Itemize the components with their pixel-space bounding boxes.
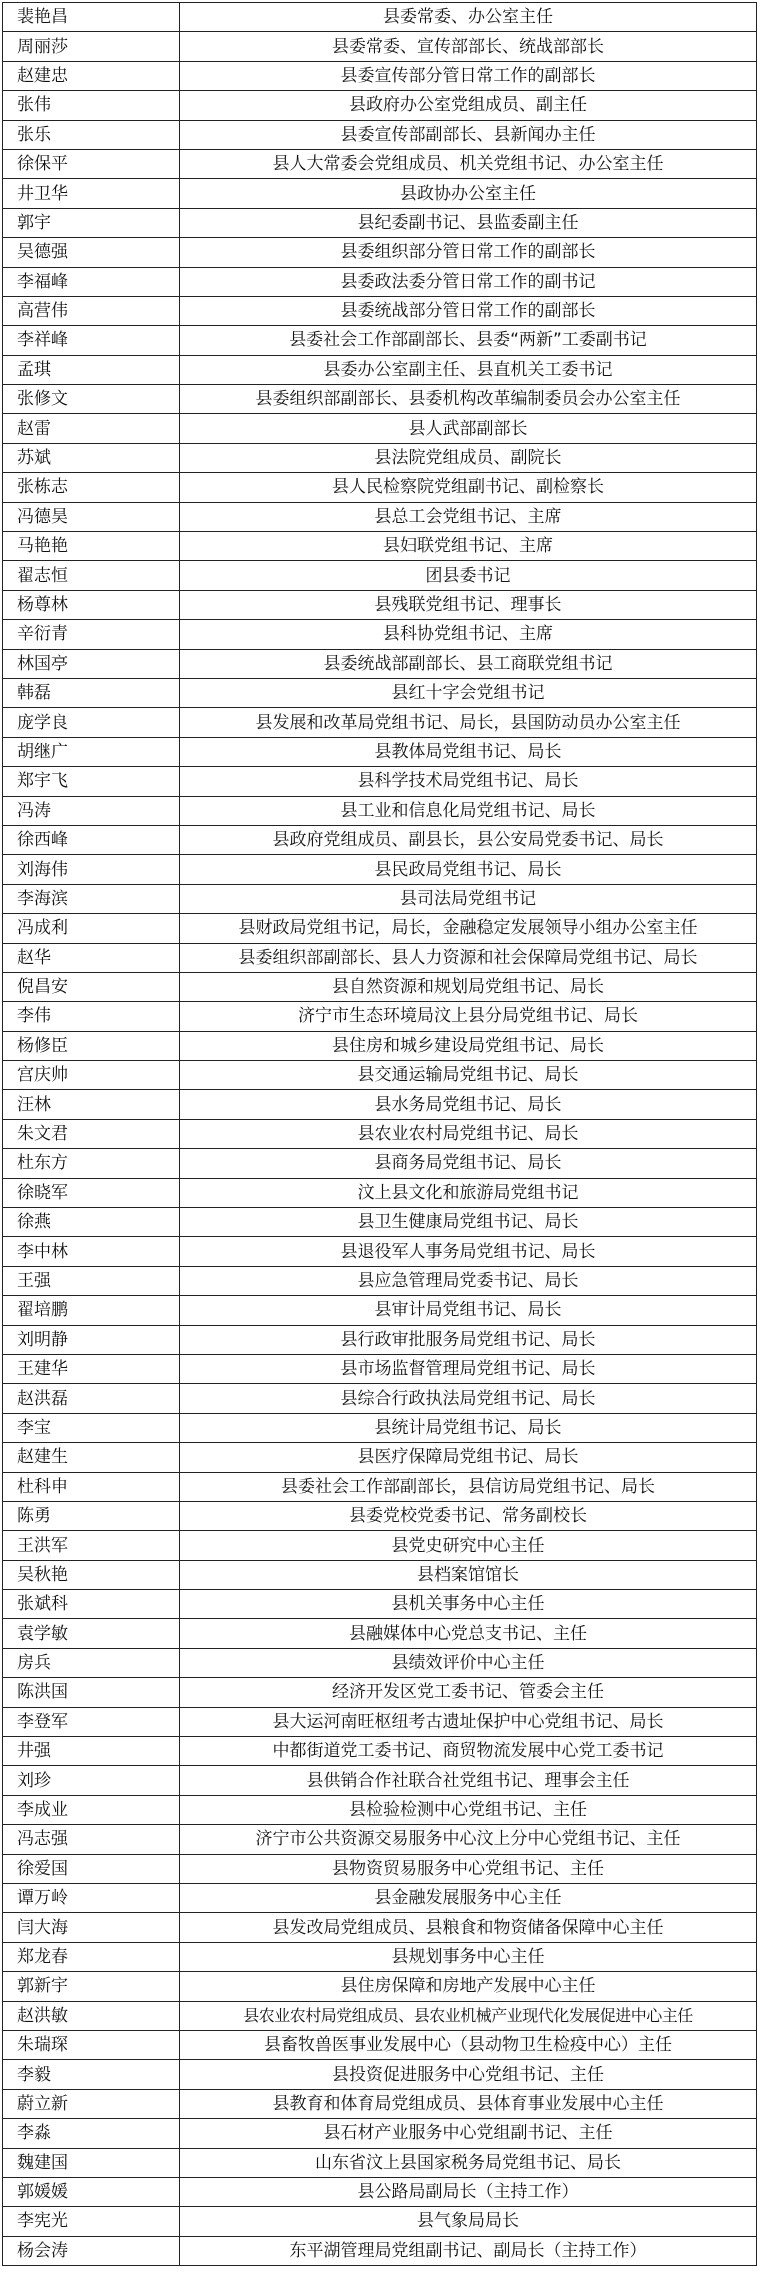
position-cell: 县总工会党组书记、主席 [180, 502, 757, 531]
name-cell: 马艳艳 [3, 532, 180, 561]
position-cell: 县档案馆馆长 [180, 1560, 757, 1589]
table-row [3, 943, 757, 972]
table-row [3, 1972, 757, 2001]
table-row [3, 796, 757, 825]
name-cell: 陈勇 [3, 1501, 180, 1530]
table-row [3, 1296, 757, 1325]
name-cell: 朱文君 [3, 1119, 180, 1148]
name-cell: 王洪军 [3, 1531, 180, 1560]
name-cell: 郑龙春 [3, 1942, 180, 1971]
position-cell: 县投资促进服务中心党组书记、主任 [180, 2060, 757, 2089]
name-cell: 翟志恒 [3, 561, 180, 590]
name-cell: 徐爱国 [3, 1854, 180, 1883]
name-cell: 杨尊林 [3, 590, 180, 619]
position-cell: 县供销合作社联合社党组书记、理事会主任 [180, 1766, 757, 1795]
position-cell: 济宁市公共资源交易服务中心汶上分中心党组书记、主任 [180, 1825, 757, 1854]
table-row [3, 2119, 757, 2148]
name-cell: 孟琪 [3, 355, 180, 384]
table-row [3, 2236, 757, 2265]
name-cell: 赵建忠 [3, 61, 180, 90]
table-row [3, 179, 757, 208]
name-cell: 韩磊 [3, 678, 180, 707]
position-cell: 县法院党组成员、副院长 [180, 443, 757, 472]
position-cell: 县司法局党组书记 [180, 884, 757, 913]
name-cell: 刘明静 [3, 1325, 180, 1354]
position-cell: 县退役军人事务局党组书记、局长 [180, 1237, 757, 1266]
name-cell: 李祥峰 [3, 326, 180, 355]
name-cell: 杜东方 [3, 1149, 180, 1178]
table-row [3, 678, 757, 707]
name-cell: 李成业 [3, 1795, 180, 1824]
name-cell: 杜科申 [3, 1472, 180, 1501]
table-row [3, 1149, 757, 1178]
name-cell: 房兵 [3, 1648, 180, 1677]
name-cell: 冯德昊 [3, 502, 180, 531]
position-cell: 县农业农村局党组成员、县农业机械产业现代化发展促进中心主任 [180, 2001, 757, 2030]
name-cell: 李海滨 [3, 884, 180, 913]
table-row [3, 1884, 757, 1913]
position-cell: 县机关事务中心主任 [180, 1590, 757, 1619]
table-row [3, 3, 757, 32]
table-row [3, 267, 757, 296]
name-cell: 翟培鹏 [3, 1296, 180, 1325]
position-cell: 县委政法委分管日常工作的副书记 [180, 267, 757, 296]
name-cell: 高营伟 [3, 296, 180, 325]
name-cell: 刘海伟 [3, 855, 180, 884]
position-cell: 县委组织部副部长、县人力资源和社会保障局党组书记、局长 [180, 943, 757, 972]
table-row [3, 1325, 757, 1354]
table-row [3, 414, 757, 443]
table-row [3, 91, 757, 120]
position-cell: 中都街道党工委书记、商贸物流发展中心党工委书记 [180, 1737, 757, 1766]
table-row [3, 296, 757, 325]
position-cell: 县委统战部副部长、县工商联党组书记 [180, 649, 757, 678]
table-row [3, 1501, 757, 1530]
name-cell: 谭万岭 [3, 1884, 180, 1913]
position-cell: 县妇联党组书记、主席 [180, 532, 757, 561]
table-row [3, 1590, 757, 1619]
name-cell: 袁学敏 [3, 1619, 180, 1648]
name-cell: 张乐 [3, 120, 180, 149]
position-cell: 山东省汶上县国家税务局党组书记、局长 [180, 2148, 757, 2177]
table-row [3, 1854, 757, 1883]
table-row [3, 1178, 757, 1207]
position-cell: 县委组织部副部长、县委机构改革编制委员会办公室主任 [180, 385, 757, 414]
name-cell: 徐燕 [3, 1208, 180, 1237]
name-cell: 张伟 [3, 91, 180, 120]
position-cell: 县物资贸易服务中心党组书记、主任 [180, 1854, 757, 1883]
name-cell: 张斌科 [3, 1590, 180, 1619]
table-row [3, 1090, 757, 1119]
position-cell: 县大运河南旺枢纽考古遗址保护中心党组书记、局长 [180, 1707, 757, 1736]
table-row [3, 649, 757, 678]
position-cell: 县党史研究中心主任 [180, 1531, 757, 1560]
position-cell: 县融媒体中心党总支书记、主任 [180, 1619, 757, 1648]
name-cell: 冯志强 [3, 1825, 180, 1854]
position-cell: 县综合行政执法局党组书记、局长 [180, 1384, 757, 1413]
position-cell: 县审计局党组书记、局长 [180, 1296, 757, 1325]
table-row [3, 2148, 757, 2177]
table-row [3, 825, 757, 854]
position-cell: 县委统战部分管日常工作的副部长 [180, 296, 757, 325]
table-row [3, 1560, 757, 1589]
name-cell: 杨修臣 [3, 1031, 180, 1060]
position-cell: 县绩效评价中心主任 [180, 1648, 757, 1677]
table-row [3, 355, 757, 384]
name-cell: 赵建生 [3, 1443, 180, 1472]
table-row [3, 914, 757, 943]
position-cell: 县科学技术局党组书记、局长 [180, 767, 757, 796]
name-cell: 徐晓军 [3, 1178, 180, 1207]
table-row [3, 532, 757, 561]
table-row [3, 708, 757, 737]
name-cell: 庞学良 [3, 708, 180, 737]
name-cell: 李宪光 [3, 2207, 180, 2236]
table-row [3, 238, 757, 267]
position-cell: 县红十字会党组书记 [180, 678, 757, 707]
name-cell: 魏建国 [3, 2148, 180, 2177]
name-cell: 冯成利 [3, 914, 180, 943]
name-cell: 李宝 [3, 1413, 180, 1442]
table-row [3, 326, 757, 355]
position-cell: 县委常委、办公室主任 [180, 3, 757, 32]
table-row [3, 1825, 757, 1854]
position-cell: 团县委书记 [180, 561, 757, 590]
position-cell: 县金融发展服务中心主任 [180, 1884, 757, 1913]
name-cell: 郭媛媛 [3, 2177, 180, 2206]
position-cell: 县住房保障和房地产发展中心主任 [180, 1972, 757, 2001]
table-row [3, 502, 757, 531]
position-cell: 县农业农村局党组书记、局长 [180, 1119, 757, 1148]
position-cell: 东平湖管理局党组副书记、副局长（主持工作） [180, 2236, 757, 2265]
position-cell: 县人武部副部长 [180, 414, 757, 443]
table-row [3, 2177, 757, 2206]
name-cell: 裴艳昌 [3, 3, 180, 32]
table-row [3, 2001, 757, 2030]
table-row [3, 1678, 757, 1707]
name-cell: 苏斌 [3, 443, 180, 472]
name-cell: 杨会涛 [3, 2236, 180, 2265]
table-row [3, 1413, 757, 1442]
name-cell: 张修文 [3, 385, 180, 414]
name-cell: 冯涛 [3, 796, 180, 825]
table-row [3, 1354, 757, 1383]
table-row [3, 2030, 757, 2059]
table-row [3, 120, 757, 149]
position-cell: 县应急管理局党委书记、局长 [180, 1266, 757, 1295]
name-cell: 郭宇 [3, 208, 180, 237]
position-cell: 县发展和改革局党组书记、局长，县国防动员办公室主任 [180, 708, 757, 737]
table-body [3, 3, 757, 2266]
name-cell: 赵华 [3, 943, 180, 972]
table-row [3, 1119, 757, 1148]
table-row [3, 61, 757, 90]
position-cell: 县政协办公室主任 [180, 179, 757, 208]
name-cell: 倪昌安 [3, 972, 180, 1001]
table-row [3, 1237, 757, 1266]
position-cell: 县委社会工作部副部长、县委“两新”工委副书记 [180, 326, 757, 355]
table-row [3, 1737, 757, 1766]
position-cell: 县公路局副局长（主持工作） [180, 2177, 757, 2206]
table-row [3, 590, 757, 619]
table-row [3, 2060, 757, 2089]
name-cell: 王强 [3, 1266, 180, 1295]
position-cell: 县畜牧兽医事业发展中心（县动物卫生检疫中心）主任 [180, 2030, 757, 2059]
name-cell: 赵雷 [3, 414, 180, 443]
position-cell: 县规划事务中心主任 [180, 1942, 757, 1971]
position-cell: 县水务局党组书记、局长 [180, 1090, 757, 1119]
name-cell: 李登军 [3, 1707, 180, 1736]
name-cell: 吴秋艳 [3, 1560, 180, 1589]
position-cell: 县委组织部分管日常工作的副部长 [180, 238, 757, 267]
table-row [3, 1619, 757, 1648]
table-row [3, 767, 757, 796]
position-cell: 县委常委、宣传部部长、统战部部长 [180, 32, 757, 61]
position-cell: 县残联党组书记、理事长 [180, 590, 757, 619]
name-cell: 李毅 [3, 2060, 180, 2089]
table-row [3, 1208, 757, 1237]
name-cell: 李福峰 [3, 267, 180, 296]
position-cell: 县人民检察院党组副书记、副检察长 [180, 473, 757, 502]
name-cell: 刘珍 [3, 1766, 180, 1795]
table-row [3, 208, 757, 237]
position-cell: 县委宣传部副部长、县新闻办主任 [180, 120, 757, 149]
table-row [3, 884, 757, 913]
name-cell: 王建华 [3, 1354, 180, 1383]
name-cell: 李淼 [3, 2119, 180, 2148]
name-cell: 朱瑞琛 [3, 2030, 180, 2059]
position-cell: 县石材产业服务中心党组副书记、主任 [180, 2119, 757, 2148]
table-row [3, 1031, 757, 1060]
table-row [3, 972, 757, 1001]
position-cell: 县政府办公室党组成员、副主任 [180, 91, 757, 120]
position-cell: 县商务局党组书记、局长 [180, 1149, 757, 1178]
position-cell: 县行政审批服务局党组书记、局长 [180, 1325, 757, 1354]
name-cell: 宫庆帅 [3, 1061, 180, 1090]
table-row [3, 855, 757, 884]
table-row [3, 1384, 757, 1413]
table-row [3, 1766, 757, 1795]
name-cell: 郭新宇 [3, 1972, 180, 2001]
table-row [3, 2207, 757, 2236]
position-cell: 县民政局党组书记、局长 [180, 855, 757, 884]
table-row [3, 1707, 757, 1736]
position-cell: 县政府党组成员、副县长，县公安局党委书记、局长 [180, 825, 757, 854]
table-row [3, 2089, 757, 2118]
table-row [3, 149, 757, 178]
position-cell: 县委办公室副主任、县直机关工委书记 [180, 355, 757, 384]
table-row [3, 620, 757, 649]
name-cell: 李中林 [3, 1237, 180, 1266]
table-row [3, 473, 757, 502]
table-row [3, 1061, 757, 1090]
name-cell: 周丽莎 [3, 32, 180, 61]
position-cell: 县教育和体育局党组成员、县体育事业发展中心主任 [180, 2089, 757, 2118]
position-cell: 县交通运输局党组书记、局长 [180, 1061, 757, 1090]
position-cell: 县住房和城乡建设局党组书记、局长 [180, 1031, 757, 1060]
table-row [3, 1942, 757, 1971]
name-cell: 井强 [3, 1737, 180, 1766]
name-cell: 张栋志 [3, 473, 180, 502]
position-cell: 经济开发区党工委书记、管委会主任 [180, 1678, 757, 1707]
position-cell: 县自然资源和规划局党组书记、局长 [180, 972, 757, 1001]
name-cell: 李伟 [3, 1002, 180, 1031]
position-cell: 县教体局党组书记、局长 [180, 737, 757, 766]
name-cell: 吴德强 [3, 238, 180, 267]
name-cell: 陈洪国 [3, 1678, 180, 1707]
table-row [3, 737, 757, 766]
table-row [3, 1472, 757, 1501]
table-row [3, 1266, 757, 1295]
name-cell: 汪林 [3, 1090, 180, 1119]
table-row [3, 1443, 757, 1472]
position-cell: 县市场监督管理局党组书记、局长 [180, 1354, 757, 1383]
position-cell: 县检验检测中心党组书记、主任 [180, 1795, 757, 1824]
position-cell: 县委社会工作部副部长，县信访局党组书记、局长 [180, 1472, 757, 1501]
position-cell: 县科协党组书记、主席 [180, 620, 757, 649]
position-cell: 县人大常委会党组成员、机关党组书记、办公室主任 [180, 149, 757, 178]
name-cell: 郑宇飞 [3, 767, 180, 796]
position-cell: 县工业和信息化局党组书记、局长 [180, 796, 757, 825]
position-cell: 县统计局党组书记、局长 [180, 1413, 757, 1442]
name-cell: 林国亭 [3, 649, 180, 678]
position-cell: 县纪委副书记、县监委副主任 [180, 208, 757, 237]
table-row [3, 1648, 757, 1677]
position-cell: 县卫生健康局党组书记、局长 [180, 1208, 757, 1237]
name-cell: 徐西峰 [3, 825, 180, 854]
table-row [3, 1531, 757, 1560]
position-cell: 济宁市生态环境局汶上县分局党组书记、局长 [180, 1002, 757, 1031]
table-row [3, 385, 757, 414]
name-cell: 蔚立新 [3, 2089, 180, 2118]
table-row [3, 1795, 757, 1824]
position-cell: 县财政局党组书记，局长，金融稳定发展领导小组办公室主任 [180, 914, 757, 943]
personnel-table [2, 2, 757, 2266]
table-row [3, 561, 757, 590]
position-cell: 县委党校党委书记、常务副校长 [180, 1501, 757, 1530]
table-row [3, 32, 757, 61]
name-cell: 赵洪磊 [3, 1384, 180, 1413]
name-cell: 赵洪敏 [3, 2001, 180, 2030]
table-row [3, 1913, 757, 1942]
name-cell: 井卫华 [3, 179, 180, 208]
position-cell: 汶上县文化和旅游局党组书记 [180, 1178, 757, 1207]
name-cell: 辛衍青 [3, 620, 180, 649]
position-cell: 县委宣传部分管日常工作的副部长 [180, 61, 757, 90]
table-row [3, 1002, 757, 1031]
name-cell: 胡继广 [3, 737, 180, 766]
table-row [3, 443, 757, 472]
position-cell: 县发改局党组成员、县粮食和物资储备保障中心主任 [180, 1913, 757, 1942]
position-cell: 县医疗保障局党组书记、局长 [180, 1443, 757, 1472]
name-cell: 徐保平 [3, 149, 180, 178]
position-cell: 县气象局局长 [180, 2207, 757, 2236]
name-cell: 闫大海 [3, 1913, 180, 1942]
